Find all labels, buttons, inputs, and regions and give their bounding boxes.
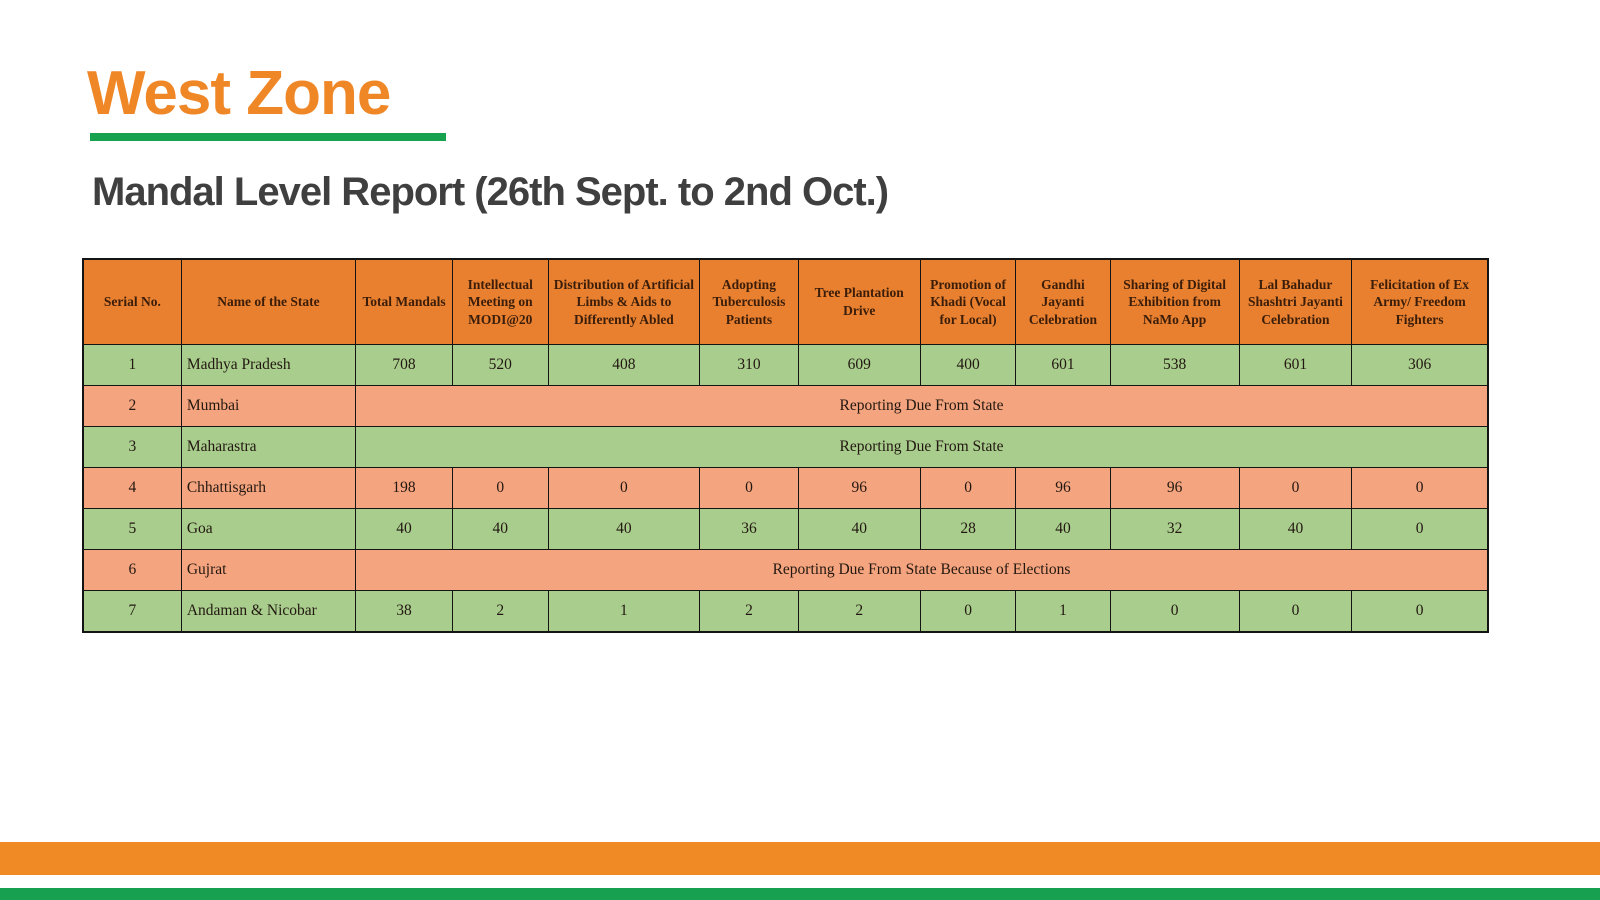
col-header-shashtri-jayanti: Lal Bahadur Shashtri Jayanti Celebration [1239, 259, 1351, 345]
value-cell: 310 [700, 345, 798, 386]
value-cell: 306 [1352, 345, 1488, 386]
footer-stripe-green [0, 888, 1600, 900]
value-cell: 601 [1016, 345, 1110, 386]
value-cell: 601 [1239, 345, 1351, 386]
table-row-mumbai [83, 386, 1488, 427]
value-cell: 520 [453, 345, 549, 386]
col-header-namo-exhibition: Sharing of Digital Exhibition from NaMo App [1110, 259, 1239, 345]
value-cell: 0 [548, 468, 700, 509]
table-row-madhya-pradesh [83, 345, 1488, 386]
table-row-maharastra [83, 427, 1488, 468]
state-cell: Goa [181, 509, 355, 550]
footer-stripe-saffron [0, 842, 1600, 875]
value-cell: 0 [453, 468, 549, 509]
value-cell: 0 [1352, 591, 1488, 633]
col-header-serial-no: Serial No. [83, 259, 181, 345]
state-cell: Andaman & Nicobar [181, 591, 355, 633]
table-row-andaman-nicobar [83, 591, 1488, 633]
col-header-state-name: Name of the State [181, 259, 355, 345]
page-title: West Zone [87, 59, 391, 128]
col-header-ex-army: Felicitation of Ex Army/ Freedom Fighters [1352, 259, 1488, 345]
table-header-row [83, 259, 1488, 345]
serial-cell: 5 [83, 509, 181, 550]
col-header-modi20-meeting: Intellectual Meeting on MODI@20 [453, 259, 549, 345]
mandal-report-table [82, 258, 1489, 633]
state-cell: Gujrat [181, 550, 355, 591]
value-cell: 2 [700, 591, 798, 633]
col-header-khadi-promotion: Promotion of Khadi (Vocal for Local) [920, 259, 1016, 345]
value-cell: 0 [1352, 509, 1488, 550]
state-cell: Maharastra [181, 427, 355, 468]
value-cell: 2 [453, 591, 549, 633]
value-cell: 408 [548, 345, 700, 386]
value-cell: 1 [1016, 591, 1110, 633]
value-cell: 32 [1110, 509, 1239, 550]
value-cell: 2 [798, 591, 920, 633]
col-header-tb-patients: Adopting Tuberculosis Patients [700, 259, 798, 345]
state-cell: Mumbai [181, 386, 355, 427]
table-row-chhattisgarh [83, 468, 1488, 509]
col-header-gandhi-jayanti: Gandhi Jayanti Celebration [1016, 259, 1110, 345]
report-subtitle: Mandal Level Report (26th Sept. to 2nd Oct.) [92, 170, 889, 214]
table-row-gujrat [83, 550, 1488, 591]
value-cell: 40 [356, 509, 453, 550]
serial-cell: 7 [83, 591, 181, 633]
serial-cell: 6 [83, 550, 181, 591]
state-cell: Chhattisgarh [181, 468, 355, 509]
col-header-total-mandals: Total Mandals [356, 259, 453, 345]
value-cell: 40 [548, 509, 700, 550]
value-cell: 0 [700, 468, 798, 509]
value-cell: 96 [1110, 468, 1239, 509]
value-cell: 36 [700, 509, 798, 550]
value-cell: 40 [453, 509, 549, 550]
col-header-artificial-limbs: Distribution of Artificial Limbs & Aids to Differently Abled [548, 259, 700, 345]
value-cell: 708 [356, 345, 453, 386]
serial-cell: 4 [83, 468, 181, 509]
value-cell: 0 [920, 468, 1016, 509]
value-cell: 40 [1016, 509, 1110, 550]
value-cell: 0 [1239, 468, 1351, 509]
reporting-due-note: Reporting Due From State [356, 386, 1488, 427]
value-cell: 538 [1110, 345, 1239, 386]
serial-cell: 3 [83, 427, 181, 468]
state-cell: Madhya Pradesh [181, 345, 355, 386]
reporting-due-note: Reporting Due From State Because of Elections [356, 550, 1488, 591]
serial-cell: 1 [83, 345, 181, 386]
value-cell: 40 [798, 509, 920, 550]
title-underline [90, 133, 446, 141]
value-cell: 609 [798, 345, 920, 386]
table-row-goa [83, 509, 1488, 550]
value-cell: 1 [548, 591, 700, 633]
value-cell: 0 [920, 591, 1016, 633]
value-cell: 0 [1110, 591, 1239, 633]
value-cell: 0 [1239, 591, 1351, 633]
value-cell: 40 [1239, 509, 1351, 550]
value-cell: 400 [920, 345, 1016, 386]
value-cell: 96 [1016, 468, 1110, 509]
value-cell: 96 [798, 468, 920, 509]
value-cell: 198 [356, 468, 453, 509]
value-cell: 0 [1352, 468, 1488, 509]
value-cell: 28 [920, 509, 1016, 550]
col-header-tree-plantation: Tree Plantation Drive [798, 259, 920, 345]
reporting-due-note: Reporting Due From State [356, 427, 1488, 468]
serial-cell: 2 [83, 386, 181, 427]
value-cell: 38 [356, 591, 453, 633]
